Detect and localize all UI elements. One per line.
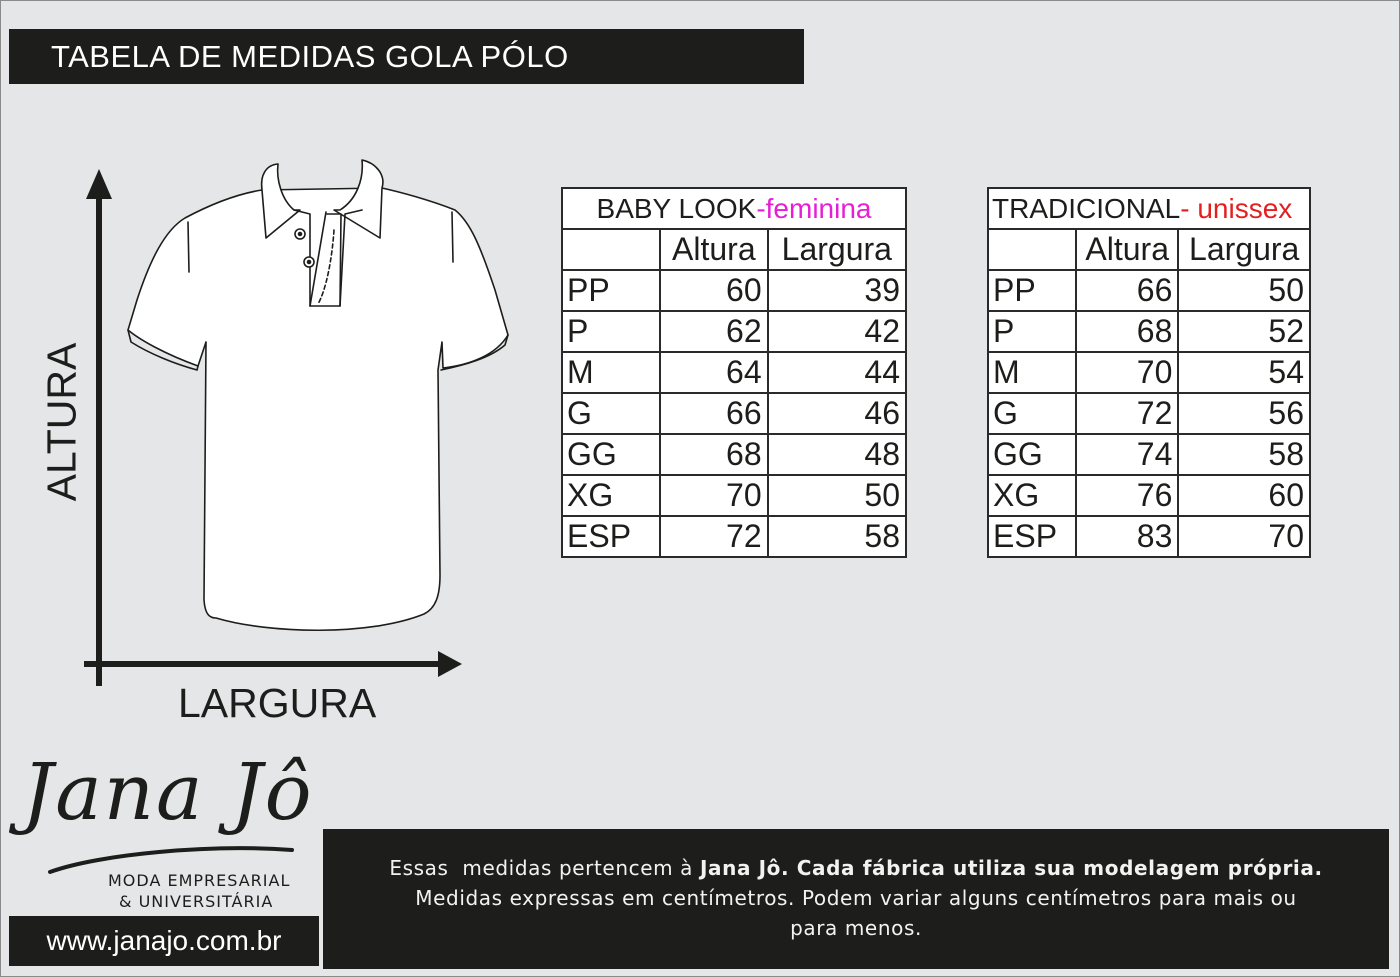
table-title [562,188,906,229]
table-row [562,311,906,352]
size-cell: P [988,311,1076,352]
table-row [988,516,1310,557]
table-title-row [988,188,1310,229]
largura-cell: 70 [1178,516,1310,557]
page-title: TABELA DE MEDIDAS GOLA PÓLO [51,38,569,74]
table-body [988,270,1310,557]
website-url-text: www.janajo.com.br [46,925,282,956]
table-title-main: BABY LOOK [596,193,757,224]
column-header-altura: Altura [1076,229,1178,270]
largura-axis-label: LARGURA [178,680,377,726]
column-header-altura: Altura [660,229,768,270]
altura-cell: 83 [1076,516,1178,557]
table-title [988,188,1310,229]
largura-cell: 42 [768,311,906,352]
altura-cell: 66 [660,393,768,434]
note-line-1 [323,856,1389,880]
baby-look-size-table [561,187,907,558]
size-cell: G [988,393,1076,434]
jana-jo-logo: Jana Jô [22,748,314,838]
size-cell: PP [988,270,1076,311]
largura-cell: 39 [768,270,906,311]
altura-cell: 72 [1076,393,1178,434]
note-line-3: para menos. [790,916,922,940]
altura-cell: 70 [1076,352,1178,393]
altura-cell: 72 [660,516,768,557]
largura-cell: 56 [1178,393,1310,434]
note-line-2: Medidas expressas em centímetros. Podem variar alguns centímetros para mais ou [415,886,1297,910]
table-row [562,393,906,434]
table-row [988,393,1310,434]
altura-cell: 68 [660,434,768,475]
table-title-row [562,188,906,229]
table-title-accent: -feminina [756,193,872,224]
table-row [988,434,1310,475]
table-header-blank [562,229,660,270]
tradicional-size-table [987,187,1311,558]
note-line-1-prefix: Essas medidas pertencem à [389,856,700,880]
polo-shirt-icon [128,160,508,630]
largura-cell: 46 [768,393,906,434]
size-cell: ESP [562,516,660,557]
largura-cell: 52 [1178,311,1310,352]
table-title-main: TRADICIONAL [992,193,1181,224]
disclaimer-note [323,829,1389,969]
table-row [562,434,906,475]
altura-axis-arrow [86,169,112,686]
table-header-blank [988,229,1076,270]
size-cell: XG [562,475,660,516]
note-line-1-bold: Jana Jô. Cada fábrica utiliza sua modelagem própria. [699,856,1323,880]
altura-cell: 76 [1076,475,1178,516]
size-cell: G [562,393,660,434]
table-row [562,475,906,516]
size-cell: M [562,352,660,393]
size-cell: GG [988,434,1076,475]
altura-cell: 64 [660,352,768,393]
altura-cell: 70 [660,475,768,516]
table-row [988,311,1310,352]
altura-cell: 60 [660,270,768,311]
logo-tagline-2: & UNIVERSITÁRIA [119,892,274,911]
altura-axis-label: ALTURA [38,342,85,502]
column-header-largura: Largura [768,229,906,270]
size-cell: P [562,311,660,352]
largura-cell: 50 [768,475,906,516]
website-url[interactable] [9,916,319,966]
table-row [988,475,1310,516]
altura-cell: 66 [1076,270,1178,311]
size-cell: PP [562,270,660,311]
table-row [988,270,1310,311]
largura-cell: 60 [1178,475,1310,516]
largura-axis-arrow [84,651,462,677]
largura-cell: 58 [768,516,906,557]
largura-cell: 44 [768,352,906,393]
size-cell: M [988,352,1076,393]
largura-cell: 50 [1178,270,1310,311]
table-header-row [562,229,906,270]
largura-cell: 58 [1178,434,1310,475]
table-header-row [988,229,1310,270]
size-cell: XG [988,475,1076,516]
altura-cell: 68 [1076,311,1178,352]
largura-cell: 54 [1178,352,1310,393]
altura-cell: 74 [1076,434,1178,475]
logo-tagline-1: MODA EMPRESARIAL [108,871,291,890]
table-title-accent: - unissex [1180,193,1293,224]
table-row [562,270,906,311]
column-header-largura: Largura [1178,229,1310,270]
largura-cell: 48 [768,434,906,475]
table-row [562,352,906,393]
size-cell: ESP [988,516,1076,557]
altura-cell: 62 [660,311,768,352]
table-body [562,270,906,557]
table-row [562,516,906,557]
table-row [988,352,1310,393]
size-cell: GG [562,434,660,475]
